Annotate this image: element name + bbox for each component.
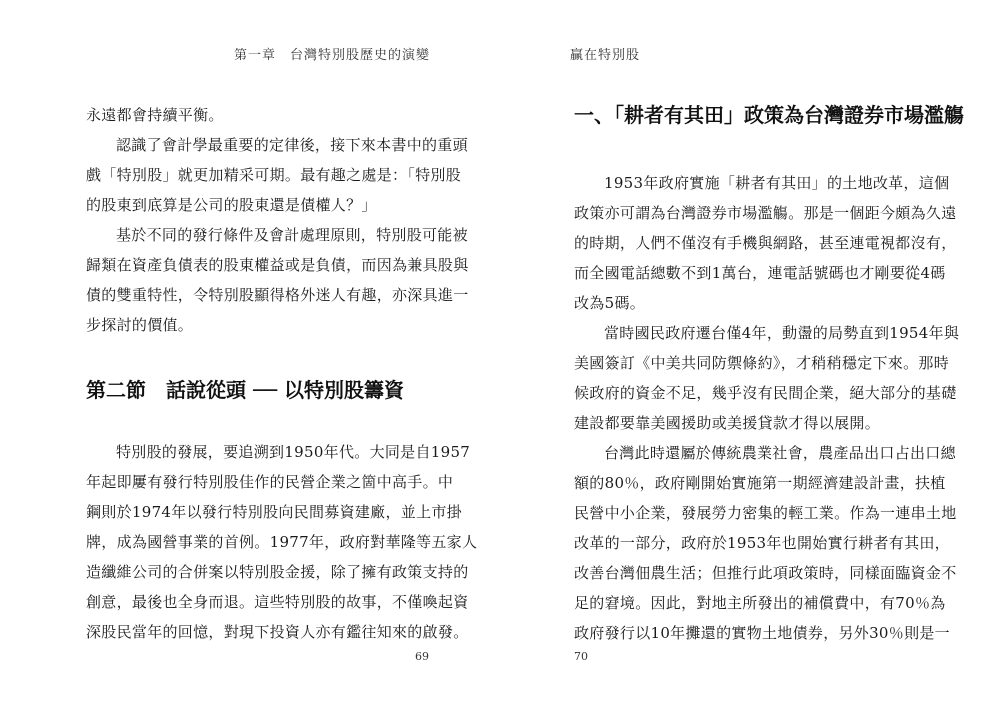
text-line: 基於不同的發行條件及會計處理原則，特別股可能被 xyxy=(116,226,468,244)
page-number: 70 xyxy=(574,650,588,663)
text-line: 造纖維公司的合併案以特別股金援，除了擁有政策支持的 xyxy=(86,563,469,581)
section-heading: 第二節 話說從頭 ── 以特別股籌資 xyxy=(86,378,405,402)
text-line: 戲「特別股」就更加精采可期。最有趣之處是：「特別股 xyxy=(86,166,462,184)
text-line: 債的雙重特性，令特別股顯得格外迷人有趣，亦深具進一 xyxy=(86,286,469,304)
text-line: 的股東到底算是公司的股東還是債權人？」 xyxy=(86,196,377,214)
text-line: 創意，最後也全身而退。這些特別股的故事，不僅喚起資 xyxy=(86,593,469,611)
text-line: 政策亦可謂為台灣證券市場濫觴。那是一個距今頗為久遠 xyxy=(574,204,957,222)
text-line: 足的窘境。因此，對地主所發出的補償費中，有70％為 xyxy=(574,594,946,612)
text-line: 特別股的發展，要追溯到1950年代。大同是自1957 xyxy=(116,443,471,461)
text-line: 建設都要靠美國援助或美援貸款才得以展開。 xyxy=(574,414,881,432)
text-line: 民營中小企業，發展勞力密集的輕工業。作為一連串土地 xyxy=(574,504,957,522)
running-head: 贏在特別股 xyxy=(570,48,641,63)
text-line: 額的80％，政府剛開始實施第一期經濟建設計畫，扶植 xyxy=(574,474,946,492)
text-line: 認識了會計學最重要的定律後，接下來本書中的重頭 xyxy=(116,136,468,154)
text-line: 候政府的資金不足，幾乎沒有民間企業，絕大部分的基礎 xyxy=(574,384,957,402)
text-line: 年起即屢有發行特別股佳作的民營企業之箇中高手。中 xyxy=(86,473,454,491)
text-line: 步探討的價值。 xyxy=(86,316,194,334)
text-line: 而全國電話總數不到1萬台，連電話號碼也才剛要從4碼 xyxy=(574,264,946,282)
text-line: 當時國民政府遷台僅4年，動盪的局勢直到1954年與 xyxy=(604,324,960,342)
text-line: 改為5碼。 xyxy=(574,294,646,312)
text-line: 深股民當年的回憶，對現下投資人亦有鑑往知來的啟發。 xyxy=(86,623,469,641)
text-line: 永遠都會持續平衡。 xyxy=(86,106,224,124)
left-page-body xyxy=(86,100,478,647)
text-line: 改善台灣佃農生活；但推行此項政策時，同樣面臨資金不 xyxy=(574,564,957,582)
page-number: 69 xyxy=(415,650,429,663)
text-line: 鋼則於1974年以發行特別股向民間募資建廠，並上市掛 xyxy=(86,503,462,521)
right-page xyxy=(500,0,1000,701)
text-line: 牌，成為國營事業的首例。1977年，政府對華隆等五家人 xyxy=(86,533,478,551)
text-line: 政府發行以10年攤還的實物土地債券，另外30％則是一 xyxy=(574,624,950,642)
text-line: 1953年政府實施「耕者有其田」的土地改革，這個 xyxy=(604,174,950,192)
text-line: 歸類在資產負債表的股東權益或是負債，而因為兼具股與 xyxy=(86,256,469,274)
section-heading: 一、「耕者有其田」政策為台灣證券市場濫觴 xyxy=(574,103,964,127)
text-line: 美國簽訂《中美共同防禦條約》，才稍稍穩定下來。那時 xyxy=(574,354,950,372)
running-head: 第一章 台灣特別股歷史的演變 xyxy=(233,48,430,63)
text-line: 改革的一部分，政府於1953年也開始實行耕者有其田， xyxy=(574,534,950,552)
text-line: 的時期，人們不僅沒有手機與網路，甚至連電視都沒有， xyxy=(574,234,957,252)
text-line: 台灣此時還屬於傳統農業社會，農產品出口占出口總 xyxy=(604,444,956,462)
right-page-body xyxy=(574,100,964,648)
